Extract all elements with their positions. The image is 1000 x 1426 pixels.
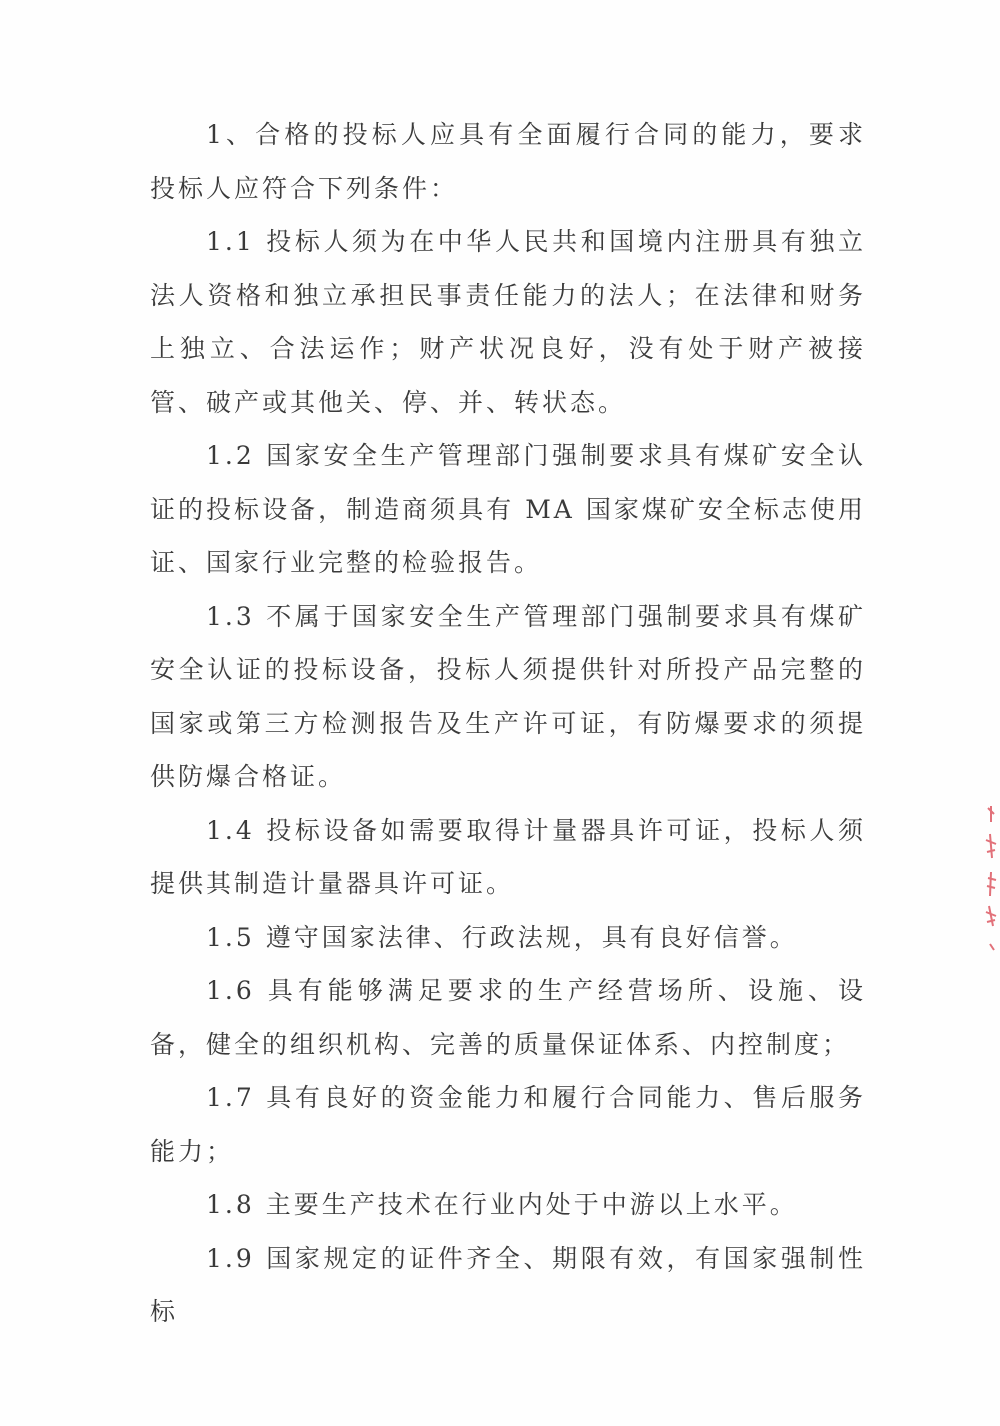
paragraph-1-7: 1.7 具有良好的资金能力和履行合同能力、售后服务能力； bbox=[150, 1083, 866, 1166]
paragraph-1-9: 1.9 国家规定的证件齐全、期限有效，有国家强制性标 bbox=[150, 1243, 866, 1326]
paragraph-1-8: 1.8 主要生产技术在行业内处于中游以上水平。 bbox=[206, 1190, 798, 1219]
paragraph-1: 1、合格的投标人应具有全面履行合同的能力，要求投标人应符合下列条件： bbox=[150, 120, 866, 203]
paragraph-1-2: 1.2 国家安全生产管理部门强制要求具有煤矿安全认证的投标设备，制造商须具有 MA 国家煤矿安全标志使用证、国家行业完整的检验报告。 bbox=[150, 441, 866, 577]
paragraph-1-5: 1.5 遵守国家法律、行政法规，具有良好信誉。 bbox=[206, 922, 798, 952]
paragraph-1-4: 1.4 投标设备如需要取得计量器具许可证，投标人须提供其制造计量器具许可证。 bbox=[150, 815, 866, 898]
paragraph-1-6: 1.6 具有能够满足要求的生产经营场所、设施、设备，健全的组织机构、完善的质量保证体系、内控制度； bbox=[150, 976, 866, 1059]
seal-stamp-fragment bbox=[982, 800, 1000, 960]
paragraph-1-1: 1.1 投标人须为在中华人民共和国境内注册具有独立法人资格和独立承担民事责任能力的法人；在法律和财务上独立、合法运作；财产状况良好，没有处于财产被接管、破产或其他关、停、并、转状态。 bbox=[150, 227, 866, 417]
paragraph-1-3: 1.3 不属于国家安全生产管理部门强制要求具有煤矿安全认证的投标设备，投标人须提供针对所投产品完整的国家或第三方检测报告及生产许可证，有防爆要求的须提供防爆合格证。 bbox=[150, 601, 866, 791]
document-body bbox=[150, 108, 866, 1339]
